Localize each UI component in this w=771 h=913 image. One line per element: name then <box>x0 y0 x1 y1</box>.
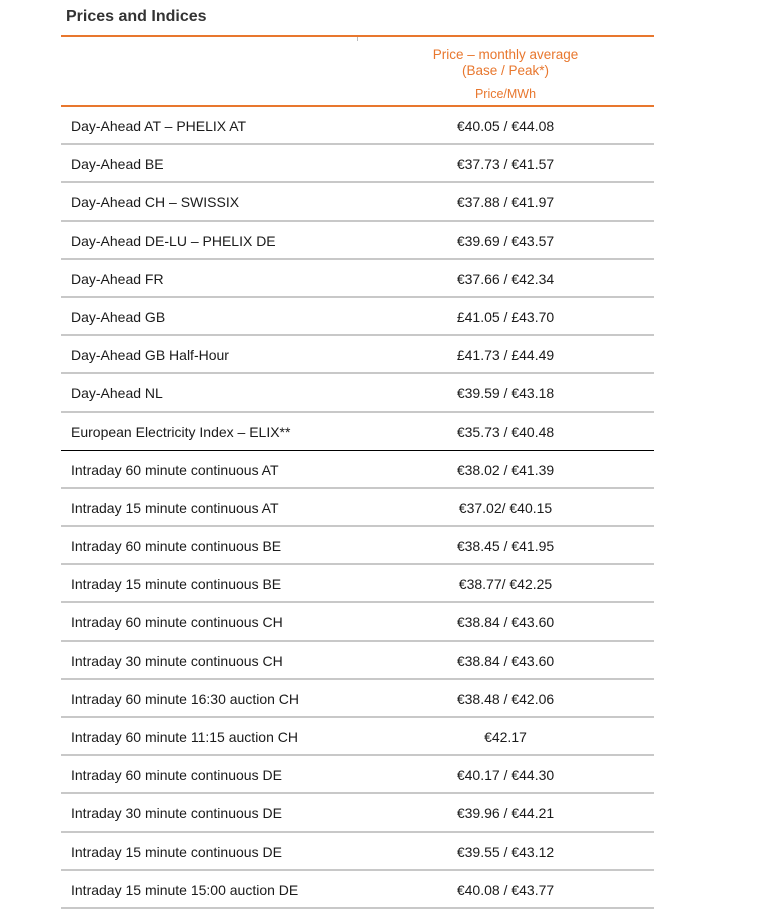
price-title-line1: Price – monthly average <box>432 47 579 62</box>
table-body <box>61 107 654 909</box>
table-row <box>61 794 654 832</box>
product-name: Intraday 15 minute continuous BE <box>71 576 282 593</box>
price-value: €38.84 / €43.60 <box>456 614 555 631</box>
product-name: Intraday 30 minute continuous DE <box>71 805 282 822</box>
price-value: €39.96 / €44.21 <box>456 805 555 822</box>
price-value: €40.17 / €44.30 <box>456 767 555 784</box>
price-value: €42.17 <box>484 729 527 745</box>
price-value: €40.05 / €44.08 <box>456 118 555 134</box>
price-value: €40.08 / €43.77 <box>456 881 555 898</box>
price-unit: Price/MWh <box>474 87 537 101</box>
table-header <box>61 35 654 107</box>
price-value: £41.73 / £44.49 <box>456 347 555 364</box>
price-value: €37.88 / €41.97 <box>456 194 555 211</box>
table-row <box>61 680 654 718</box>
product-name: Intraday 60 minute 16:30 auction CH <box>71 690 300 707</box>
table-row <box>61 260 654 298</box>
product-name: Intraday 30 minute continuous CH <box>71 652 283 669</box>
product-name: Intraday 15 minute continuous AT <box>71 499 279 516</box>
price-value: €39.69 / €43.57 <box>456 232 555 249</box>
product-name: Day-Ahead GB <box>71 308 166 325</box>
price-value: €39.55 / €43.12 <box>456 843 555 860</box>
product-name: Intraday 60 minute continuous BE <box>71 538 282 555</box>
table-row <box>61 603 654 641</box>
price-value: €37.66 / €42.34 <box>456 270 555 287</box>
table-row <box>61 565 654 603</box>
table-row <box>61 145 654 183</box>
table-row <box>61 642 654 680</box>
table-row <box>61 336 654 374</box>
table-row <box>61 183 654 221</box>
prices-table <box>61 35 654 909</box>
product-name: Day-Ahead NL <box>71 385 163 402</box>
price-value: €38.02 / €41.39 <box>456 461 555 478</box>
table-row <box>61 871 654 909</box>
product-name: Intraday 60 minute 11:15 auction CH <box>71 729 298 745</box>
table-row <box>61 451 654 489</box>
product-name: Day-Ahead BE <box>71 156 164 173</box>
price-value: €38.84 / €43.60 <box>456 652 555 669</box>
section-title: Prices and Indices <box>66 8 207 25</box>
price-value: £41.05 / £43.70 <box>456 308 555 325</box>
price-value: €38.77/ €42.25 <box>458 576 553 593</box>
price-value: €35.73 / €40.48 <box>456 423 555 440</box>
price-value: €39.59 / €43.18 <box>456 385 555 402</box>
table-row <box>61 527 654 565</box>
price-value: €38.45 / €41.95 <box>456 538 555 555</box>
product-name: Intraday 60 minute continuous AT <box>71 461 279 478</box>
table-row <box>61 107 654 145</box>
table-row <box>61 833 654 871</box>
product-name: European Electricity Index – ELIX** <box>71 423 291 440</box>
table-row <box>61 222 654 260</box>
product-name: Intraday 60 minute continuous CH <box>71 614 283 631</box>
table-row <box>61 413 654 451</box>
header-divider <box>357 37 358 41</box>
price-value: €37.02/ €40.15 <box>458 499 553 516</box>
product-name: Day-Ahead CH – SWISSIX <box>71 194 240 211</box>
table-row <box>61 756 654 794</box>
product-name: Day-Ahead GB Half-Hour <box>71 347 229 364</box>
price-value: €37.73 / €41.57 <box>456 156 555 173</box>
price-value: €38.48 / €42.06 <box>456 690 555 707</box>
table-row <box>61 489 654 527</box>
product-name: Day-Ahead FR <box>71 270 164 287</box>
product-name: Intraday 15 minute 15:00 auction DE <box>71 881 299 898</box>
product-name: Day-Ahead AT – PHELIX AT <box>71 118 247 134</box>
price-title-line2: (Base / Peak*) <box>461 63 550 78</box>
table-row <box>61 374 654 412</box>
price-column-title <box>357 47 654 79</box>
product-name: Day-Ahead DE-LU – PHELIX DE <box>71 232 276 249</box>
product-name: Intraday 15 minute continuous DE <box>71 843 282 860</box>
table-row <box>61 298 654 336</box>
product-name: Intraday 60 minute continuous DE <box>71 767 282 784</box>
table-row <box>61 718 654 756</box>
